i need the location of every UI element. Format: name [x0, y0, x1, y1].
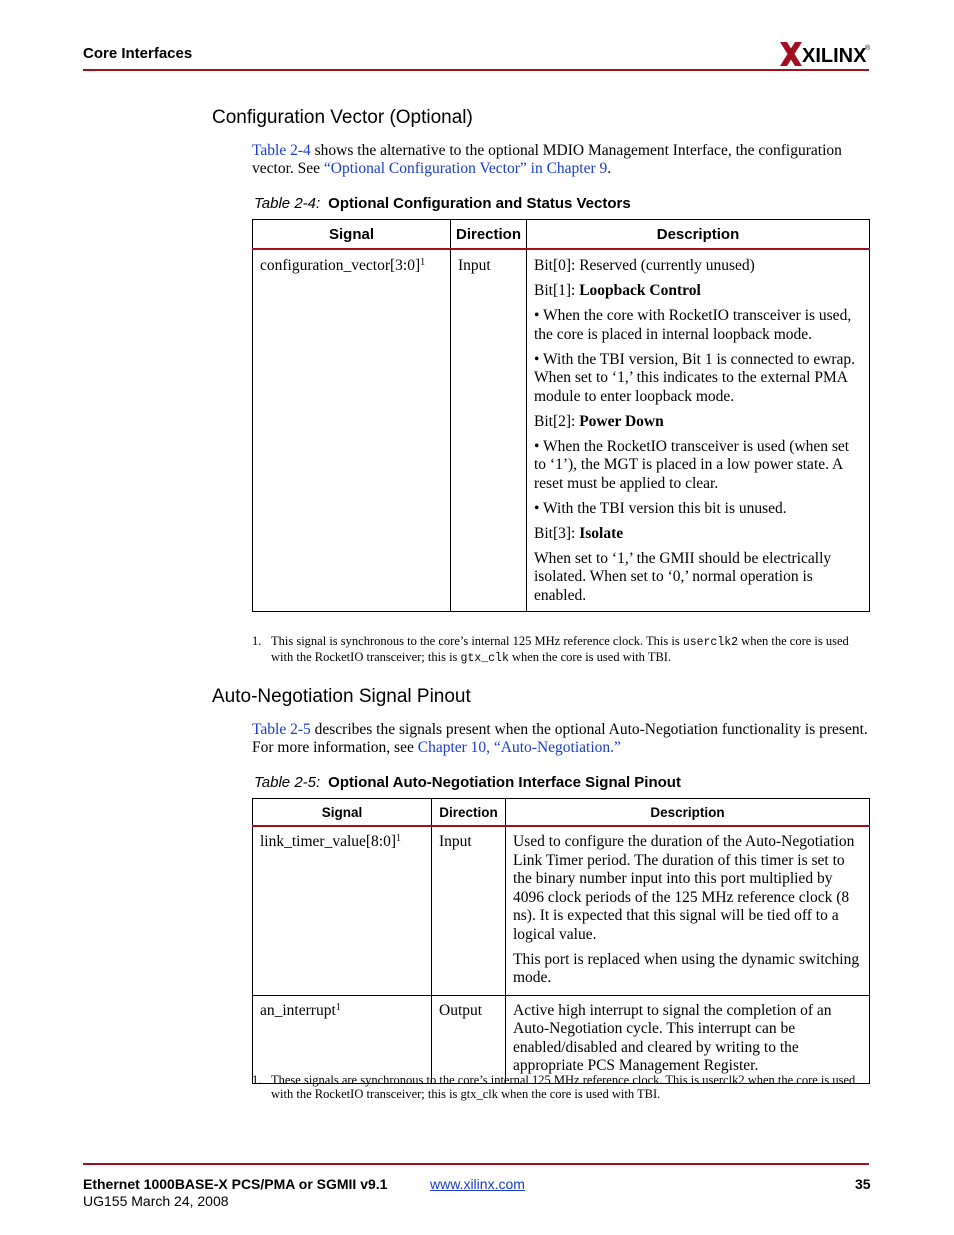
bit1-tbi-note: • With the TBI version, Bit 1 is connected to ewrap. When set to ‘1,’ this indicates to the external PMA module to enter loopback mode.: [534, 350, 856, 405]
column-header-description: Description: [527, 220, 870, 250]
logo-wordmark: XILINX: [802, 45, 867, 67]
caption-title: Optional Configuration and Status Vectors: [328, 195, 631, 212]
link-chapter-10-auto-negotiation[interactable]: Chapter 10, “Auto-Negotiation.”: [417, 739, 621, 756]
footer-document-title: Ethernet 1000BASE-X PCS/PMA or SGMII v9.1: [83, 1176, 388, 1192]
column-header-direction: Direction: [451, 220, 527, 250]
footnote-number: 1.: [252, 634, 262, 648]
section2-text-1: describes the signals present when the optional Auto-Negotiation functionality is present. For more information, see: [252, 721, 868, 756]
xilinx-logo-icon: [780, 40, 872, 68]
table-2-4: [252, 219, 870, 612]
direction-cell: Input: [451, 249, 527, 612]
code-gtx-clk: gtx_clk: [460, 652, 509, 665]
table-2-4-caption: [254, 195, 631, 212]
section1-text-2: .: [607, 160, 612, 177]
table-2-5-footnote: [252, 1073, 870, 1101]
bit1-rocketio-note: • When the core with RocketIO transceiver is used, the core is placed in internal loopback mode.: [534, 307, 852, 343]
bit3-note: When set to ‘1,’ the GMII should be electrically isolated. When set to ‘0,’ normal operation is enabled.: [534, 549, 832, 604]
column-header-description: Description: [506, 799, 870, 827]
section1-paragraph: [252, 142, 872, 178]
column-header-direction: Direction: [432, 799, 506, 827]
header-rule: [83, 69, 869, 71]
footer-website-link[interactable]: www.xilinx.com: [430, 1176, 525, 1192]
logo-registered-mark: ®: [865, 45, 871, 52]
table-2-5-caption: [254, 774, 681, 791]
link-table-2-4[interactable]: Table 2-4: [252, 142, 311, 159]
code-userclk2: userclk2: [682, 636, 739, 649]
table-2-4-footnote: [252, 634, 870, 666]
footnote-text: This signal is synchronous to the core’s internal 125 MHz reference clock. This is userclk2 when the core is used with the RocketIO transceiver; this is gtx_clk when the core is used with TBI.: [271, 634, 849, 665]
footnote-ref: 1: [335, 1001, 341, 1013]
signal-name: an_interrupt: [260, 1001, 336, 1019]
bit2-tbi-note: • With the TBI version this bit is unused.: [534, 499, 787, 517]
section-heading-auto-negotiation: Auto-Negotiation Signal Pinout: [212, 686, 471, 707]
xilinx-logo: [780, 40, 872, 68]
bit0-description: Bit[0]: Reserved (currently unused): [534, 257, 755, 274]
footer-doc-id-date: UG155 March 24, 2008: [83, 1193, 229, 1209]
table-row: [253, 995, 870, 1083]
table-header-row: [253, 799, 870, 827]
running-header-title: Core Interfaces: [83, 45, 193, 62]
direction-cell: Output: [432, 995, 506, 1083]
caption-title: Optional Auto-Negotiation Interface Signal Pinout: [328, 774, 681, 791]
column-header-signal: Signal: [253, 220, 451, 250]
signal-cell: [253, 995, 432, 1083]
footnote-number: 1.: [252, 1073, 262, 1087]
description-cell: [527, 249, 870, 612]
table-row: [253, 249, 870, 612]
footnote-ref: 1: [420, 257, 426, 268]
section-heading-configuration-vector: Configuration Vector (Optional): [212, 107, 473, 128]
bit2-heading: Bit[2]: Power Down: [534, 412, 664, 430]
link-optional-configuration-vector[interactable]: “Optional Configuration Vector” in Chapter 9: [323, 160, 608, 177]
footer-rule: [83, 1163, 869, 1165]
caption-number: Table 2-4:: [254, 195, 321, 212]
bit1-heading: Bit[1]: Loopback Control: [534, 282, 701, 299]
footnote-text: These signals are synchronous to the core’s internal 125 MHz reference clock. This is userclk2 when the core is used with the RocketIO transceiver; this is gtx_clk when the core is used with TBI.: [271, 1073, 856, 1101]
signal-name: configuration_vector[3:0]: [260, 257, 421, 274]
column-header-signal: Signal: [253, 799, 432, 827]
signal-name: link_timer_value[8:0]: [260, 833, 397, 850]
footnote-ref: 1: [396, 833, 402, 844]
signal-cell: [253, 826, 432, 995]
description-paragraph: Used to configure the duration of the Auto-Negotiation Link Timer period. The duration of this timer is set to the binary number input into this port multiplied by 4096 clock periods of the 125 MHz reference clock (8 ns). It is expected that this signal will be tied off to a logical value.: [513, 833, 855, 943]
signal-cell: [253, 249, 451, 612]
caption-number: Table 2-5:: [254, 774, 321, 791]
section2-paragraph: [252, 721, 872, 757]
table-2-5: [252, 798, 870, 1084]
bit2-rocketio-note: • When the RocketIO transceiver is used (when set to ‘1’), the MGT is placed in a low power state. A reset must be applied to clear.: [534, 437, 850, 492]
page-number: 35: [855, 1176, 871, 1192]
table-row: [253, 826, 870, 995]
direction-cell: Input: [432, 826, 506, 995]
table-header-row: [253, 220, 870, 250]
description-paragraph: This port is replaced when using the dynamic switching mode.: [513, 950, 860, 986]
description-paragraph: Active high interrupt to signal the completion of an Auto-Negotiation cycle. This interrupt can be enabled/disabled and cleared by writing to the appropriate PCS Management Register.: [513, 1001, 832, 1074]
section1-text-1: shows the alternative to the optional MDIO Management Interface, the configuration vector. See: [252, 142, 842, 177]
link-table-2-5[interactable]: Table 2-5: [252, 721, 311, 738]
description-cell: [506, 995, 870, 1083]
bit3-heading: Bit[3]: Isolate: [534, 524, 624, 542]
description-cell: [506, 826, 870, 995]
